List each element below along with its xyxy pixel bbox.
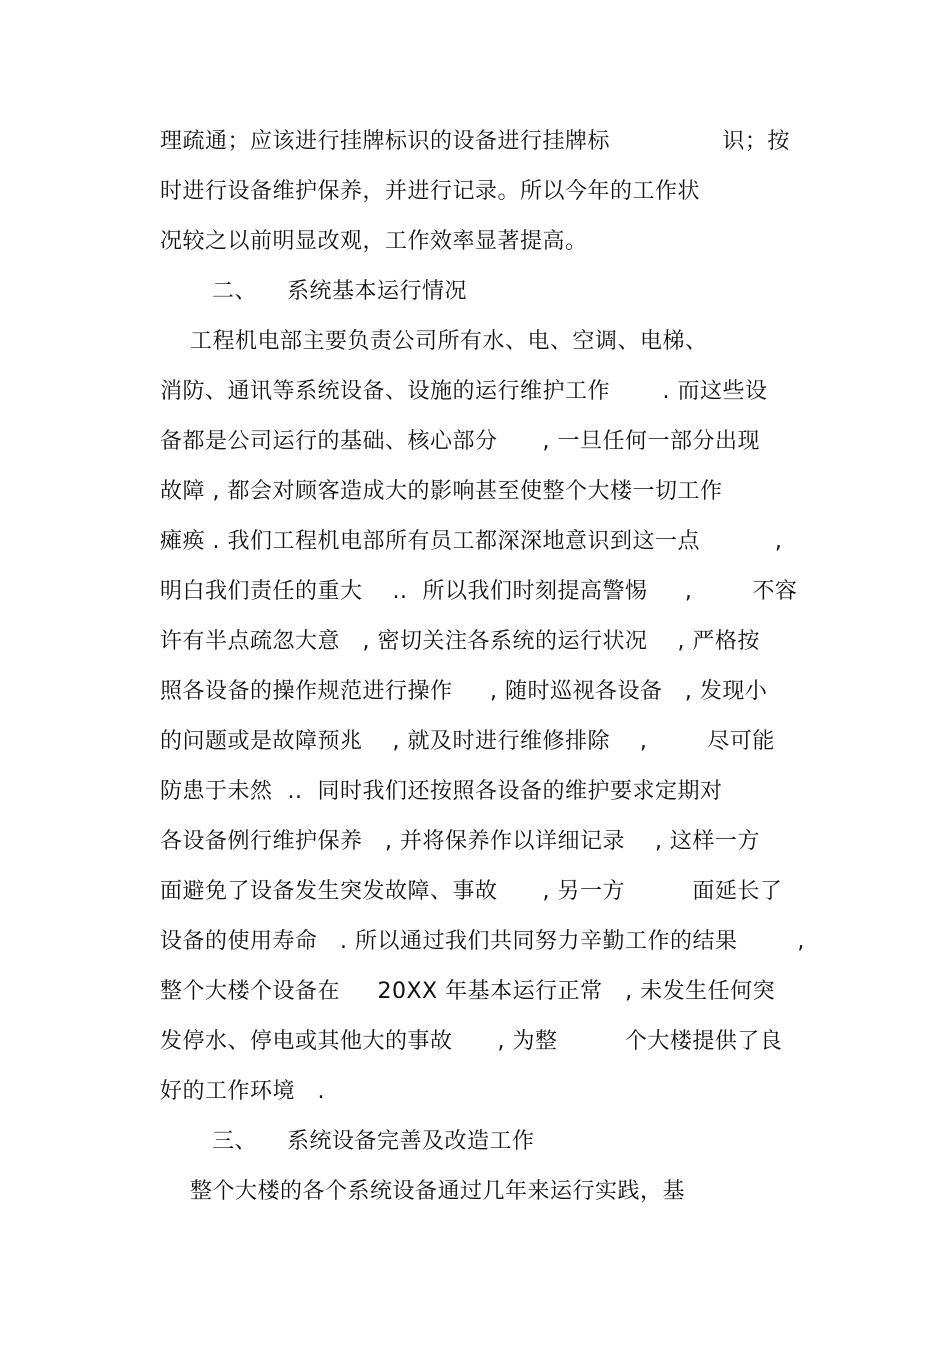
text-line: 明白我们责任的重大 .. 所以我们时刻提高警惕 , 不容 bbox=[160, 579, 798, 604]
text-line: 备都是公司运行的基础、核心部分 , 一旦任何一部分出现 bbox=[160, 429, 760, 454]
text-line: 发停水、停电或其他大的事故 , 为整 个大楼提供了良 bbox=[160, 1029, 783, 1054]
paragraph-start-line: 工程机电部主要负责公司所有水、电、空调、电梯、 bbox=[160, 329, 708, 354]
text-line: 消防、通讯等系统设备、设施的运行维护工作 . 而这些设 bbox=[160, 379, 768, 404]
text-line: 设备的使用寿命 . 所以通过我们共同努力辛勤工作的结果 , bbox=[160, 929, 805, 954]
text-line: 瘫痪 . 我们工程机电部所有员工都深深地意识到这一点 , bbox=[160, 529, 783, 554]
text-line: 时进行设备维护保养，并进行记录。所以今年的工作状 bbox=[160, 179, 701, 204]
text-line: 况较之以前明显改观，工作效率显著提高。 bbox=[160, 229, 588, 254]
text-line: 防患于未然 .. 同时我们还按照各设备的维护要求定期对 bbox=[160, 779, 723, 804]
text-line: 故障 , 都会对顾客造成大的影响甚至使整个大楼一切工作 bbox=[160, 479, 723, 504]
paragraph-start-line: 整个大楼的各个系统设备通过几年来运行实践，基 bbox=[160, 1179, 685, 1204]
text-line: 理疏通；应该进行挂牌标识的设备进行挂牌标 识；按 bbox=[160, 129, 790, 154]
section-heading: 二、 系统基本运行情况 bbox=[212, 279, 467, 304]
text-line: 面避免了设备发生突发故障、事故 , 另一方 面延长了 bbox=[160, 879, 783, 904]
text-line: 整个大楼个设备在 20XX 年基本运行正常 , 未发生任何突 bbox=[160, 979, 776, 1004]
text-line: 的问题或是故障预兆 , 就及时进行维修排除 , 尽可能 bbox=[160, 729, 775, 754]
text-line: 各设备例行维护保养 , 并将保养作以详细记录 , 这样一方 bbox=[160, 829, 760, 854]
section-heading: 三、 系统设备完善及改造工作 bbox=[212, 1129, 535, 1154]
text-line: 许有半点疏忽大意 , 密切关注各系统的运行状况 , 严格按 bbox=[160, 629, 760, 654]
text-line: 好的工作环境 . bbox=[160, 1079, 325, 1104]
text-line: 照各设备的操作规范进行操作 , 随时巡视各设备 , 发现小 bbox=[160, 679, 768, 704]
